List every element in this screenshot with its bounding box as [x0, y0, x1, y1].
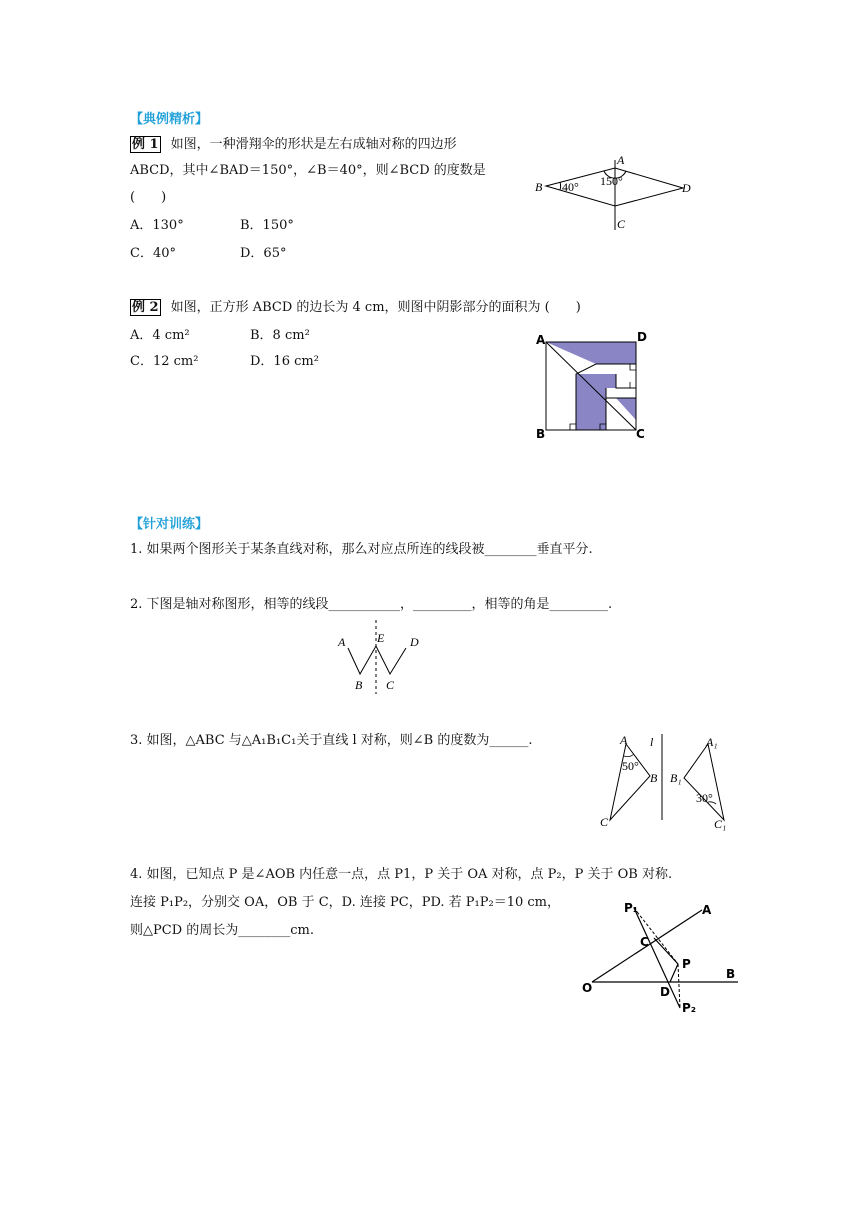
example1-tag: 例 1: [132, 137, 159, 152]
label-b: B: [726, 967, 736, 981]
label-c: C: [636, 427, 645, 441]
example1-option-a: A．130°: [130, 218, 184, 233]
label-c1: C₁: [714, 817, 727, 831]
angle-b-label: 40°: [562, 180, 579, 194]
example2-tag: 例 2: [132, 300, 159, 315]
example2-figure: [532, 332, 650, 444]
label-a1: A₁: [706, 735, 718, 749]
practice-q4-line3: 则△PCD 的周长为________cm.: [130, 923, 314, 938]
examples-heading: 【典例精析】: [130, 112, 209, 127]
label-o: O: [582, 981, 593, 995]
practice-q4-line2: 连接 P₁P₂，分别交 OA，OB 于 C，D. 连接 PC，PD. 若 P₁P₂＝10 cm，: [130, 895, 561, 910]
example1-line2: ABCD，其中∠BAD＝150°，∠B＝40°，则∠BCD 的度数是: [130, 163, 486, 178]
practice-q2: 2. 下图是轴对称图形，相等的线段___________，_________，相等的角是_________.: [130, 597, 613, 612]
example1-line1: [130, 132, 457, 158]
label-c: C: [386, 678, 395, 692]
example2-option-d: D．16 cm²: [250, 354, 319, 369]
label-p1: P₁: [624, 901, 639, 915]
label-a: A: [338, 635, 346, 649]
label-b1: B₁: [670, 771, 682, 785]
label-c: C: [640, 935, 649, 949]
label-d: D: [637, 332, 647, 344]
label-l: l: [650, 735, 654, 749]
label-c: C: [600, 815, 609, 829]
practice-q1: 1. 如果两个图形关于某条直线对称，那么对应点所连的线段被________垂直平分.: [130, 542, 593, 557]
practice-q3: 3. 如图，△ABC 与△A₁B₁C₁关于直线 l 对称，则∠B 的度数为______.: [130, 733, 533, 748]
practice-heading: 【针对训练】: [130, 517, 209, 532]
example2-option-b: B．8 cm²: [250, 328, 310, 343]
q3-figure: [594, 728, 744, 834]
q2-figure: [330, 618, 430, 694]
label-a: A: [620, 733, 628, 747]
example1-figure: [530, 150, 710, 236]
label-p2: P₂: [682, 1001, 697, 1015]
q4-figure: [578, 900, 744, 1018]
angle-a-label: 150°: [600, 174, 623, 188]
example2-line: [130, 295, 581, 321]
label-c: C: [617, 217, 626, 231]
label-a: A: [702, 903, 712, 917]
label-e: E: [377, 631, 385, 645]
example1-line3: ( ): [130, 190, 167, 205]
label-p: P: [682, 957, 691, 971]
practice-q4-line1: 4. 如图，已知点 P 是∠AOB 内任意一点，点 P1，P 关于 OA 对称，点 P₂，P 关于 OB 对称.: [130, 867, 673, 882]
label-d: D: [410, 635, 419, 649]
label-b: B: [355, 678, 363, 692]
example2-option-c: C．12 cm²: [130, 354, 199, 369]
angle-a-label: 50°: [622, 759, 639, 773]
example1-option-d: D．65°: [240, 246, 287, 261]
example1-text1: 如图，一种滑翔伞的形状是左右成轴对称的四边形: [170, 137, 457, 152]
angle-a1-label: 30°: [696, 791, 713, 805]
label-a: A: [536, 333, 546, 347]
label-b: B: [650, 771, 658, 785]
example2-question: 如图，正方形 ABCD 的边长为 4 cm，则图中阴影部分的面积为 ( ): [170, 300, 581, 315]
example1-option-c: C．40°: [130, 246, 176, 261]
label-d: D: [660, 985, 670, 999]
label-b: B: [535, 180, 543, 194]
example1-option-b: B．150°: [240, 218, 294, 233]
label-b: B: [536, 427, 546, 441]
label-d: D: [682, 181, 691, 195]
label-a: A: [617, 153, 625, 167]
example2-option-a: A．4 cm²: [130, 328, 190, 343]
